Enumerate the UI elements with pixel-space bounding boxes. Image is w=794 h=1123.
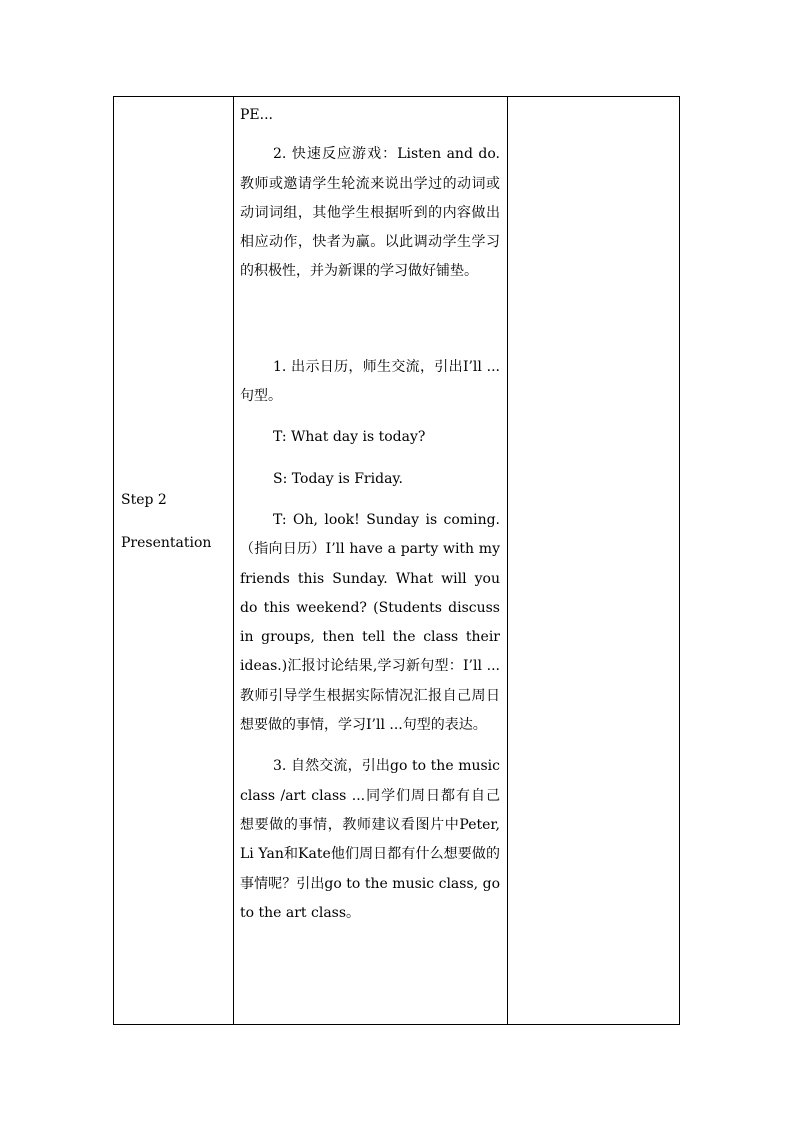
- dialog-line: S: Today is Friday.: [273, 470, 403, 487]
- step-name: Presentation: [121, 535, 212, 551]
- column-divider: [507, 97, 508, 1024]
- game-paragraph: 2. 快速反应游戏：Listen and do.教师或邀请学生轮流来说出学过的动词或动词词组，其他学生根据听到的内容做出相应动作，快者为赢。以此调动学生学习的积极性，并为新课的学习做好铺垫。: [240, 146, 500, 280]
- activity-cell: [240, 101, 500, 928]
- dialog-paragraph: T: Oh, look! Sunday is coming.（指向日历）I’ll have a party with my friends this Sunday. What will you do this weekend? (Students discuss in groups, then tell the class their ideas.)汇报讨论结果,学习新句型：I’ll ...教师引导学生根据实际情况汇报自己周日想要做的事情，学习I’ll ...句型的表达。: [240, 511, 500, 734]
- column-divider: [233, 97, 234, 1024]
- dialog-line: T: What day is today?: [273, 429, 426, 446]
- natural-paragraph: 3. 自然交流，引出go to the music class /art class ...同学们周日都有自己想要做的事情，教师建议看图片中Peter, Li Yan和Kate他们周日都有什么想要做的事情呢？引出go to the music class, go to the art class。: [240, 758, 500, 921]
- lesson-plan-table: [113, 96, 680, 1025]
- continued-text: PE...: [240, 107, 273, 123]
- step-label: Step 2: [121, 492, 167, 508]
- calendar-paragraph: 1. 出示日历，师生交流，引出I’ll ...句型。: [240, 358, 500, 405]
